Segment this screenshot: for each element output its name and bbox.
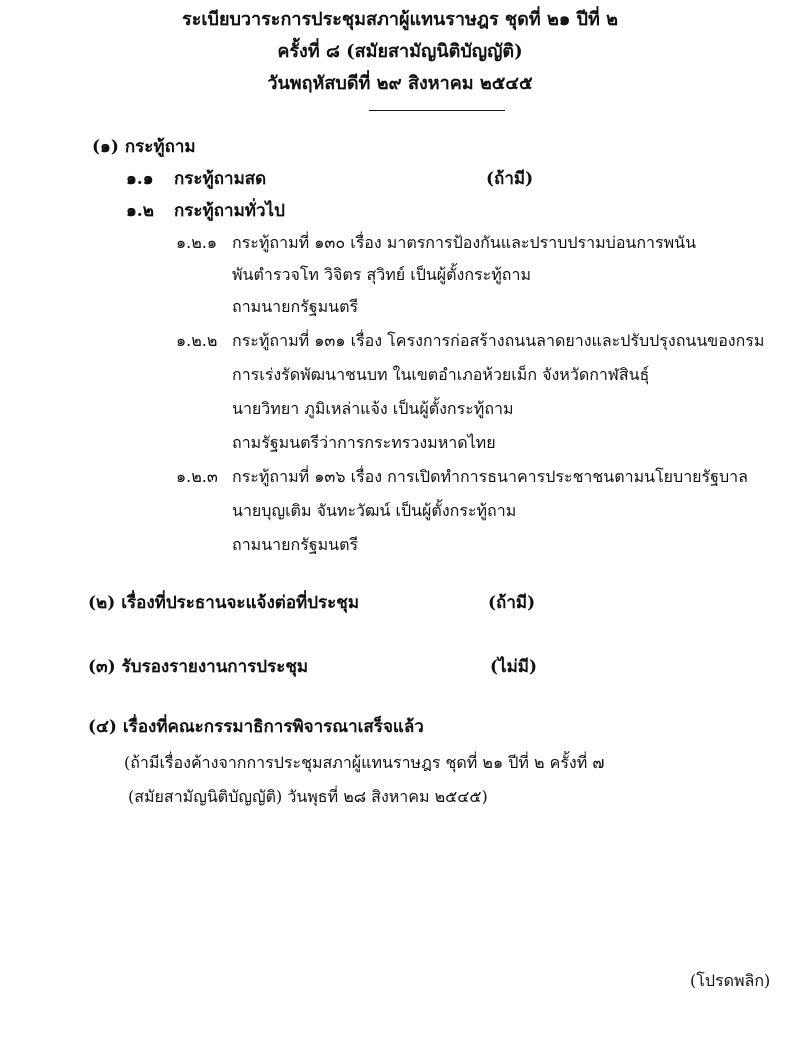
section-1-number: (๑) [92, 137, 119, 157]
header-divider [369, 110, 505, 111]
subsection-1-1-note: (ถ้ามี) [486, 169, 534, 189]
turn-over-note: (โปรดพลิก) [690, 971, 771, 990]
item-1-2-2-number: ๑.๒.๒ [176, 331, 218, 350]
item-1-2-3-line: นายบุญเติม จันทะวัฒน์ เป็นผู้ตั้งกระทู้ถาม [232, 501, 517, 520]
section-4-heading [88, 716, 424, 738]
section-3-number: (๓) [88, 657, 116, 677]
section-3-title: รับรองรายงานการประชุม [121, 657, 309, 677]
item-1-2-2-line: กระทู้ถามที่ ๑๓๑ เรื่อง โครงการก่อสร้างถนนลาดยางและปรับปรุงถนนของกรม [232, 331, 765, 350]
item-1-2-2-line: นายวิทยา ภูมิเหล่าแจ้ง เป็นผู้ตั้งกระทู้ถาม [232, 399, 514, 418]
item-1-2-3-line: กระทู้ถามที่ ๑๓๖ เรื่อง การเปิดทำการธนาคารประชาชนตามนโยบายรัฐบาล [232, 467, 748, 486]
section-1-heading [92, 136, 196, 158]
section-4-title: เรื่องที่คณะกรรมาธิการพิจารณาเสร็จแล้ว [122, 717, 424, 737]
header-date-line: วันพฤหัสบดีที่ ๒๙ สิงหาคม ๒๕๔๕ [267, 73, 533, 94]
subsection-1-1-number: ๑.๑ [126, 169, 154, 189]
header-title-line1: ระเบียบวาระการประชุมสภาผู้แทนราษฎร ชุดที่ ๒๑ ปีที่ ๒ [182, 9, 618, 30]
item-1-2-3-line: ถามนายกรัฐมนตรี [232, 535, 359, 554]
section-1-title: กระทู้ถาม [124, 137, 196, 157]
item-1-2-2-line: ถามรัฐมนตรีว่าการกระทรวงมหาดไทย [232, 433, 496, 452]
section-2-title: เรื่องที่ประธานจะแจ้งต่อที่ประชุม [121, 593, 360, 613]
item-1-2-1-line: กระทู้ถามที่ ๑๓๐ เรื่อง มาตรการป้องกันและปราบปรามบ่อนการพนัน [232, 233, 697, 252]
section-4-note-line: (สมัยสามัญนิติบัญญัติ) วันพุธที่ ๒๘ สิงหาคม ๒๕๔๕) [128, 787, 488, 806]
section-2-note: (ถ้ามี) [488, 593, 536, 613]
section-4-number: (๔) [88, 717, 117, 737]
header-title-line2: ครั้งที่ ๘ (สมัยสามัญนิติบัญญัติ) [277, 41, 523, 62]
section-3-heading [88, 656, 308, 678]
section-3-note: (ไม่มี) [490, 657, 538, 677]
item-1-2-2-line: การเร่งรัดพัฒนาชนบท ในเขตอำเภอห้วยเม็ก จังหวัดกาฬสินธุ์ [232, 365, 650, 384]
item-1-2-3-number: ๑.๒.๓ [176, 467, 218, 486]
subsection-1-1-title: กระทู้ถามสด [174, 169, 267, 189]
item-1-2-1-number: ๑.๒.๑ [176, 233, 218, 252]
item-1-2-1-line: ถามนายกรัฐมนตรี [232, 297, 359, 316]
section-2-number: (๒) [88, 593, 116, 613]
item-1-2-1-line: พันตำรวจโท วิจิตร สุวิทย์ เป็นผู้ตั้งกระทู้ถาม [232, 265, 532, 284]
subsection-1-2-number: ๑.๒ [126, 201, 154, 221]
section-4-note-line: (ถ้ามีเรื่องค้างจากการประชุมสภาผู้แทนราษฎร ชุดที่ ๒๑ ปีที่ ๒ ครั้งที่ ๗ [124, 753, 605, 772]
subsection-1-2-title: กระทู้ถามทั่วไป [174, 201, 285, 221]
section-2-heading [88, 592, 359, 614]
